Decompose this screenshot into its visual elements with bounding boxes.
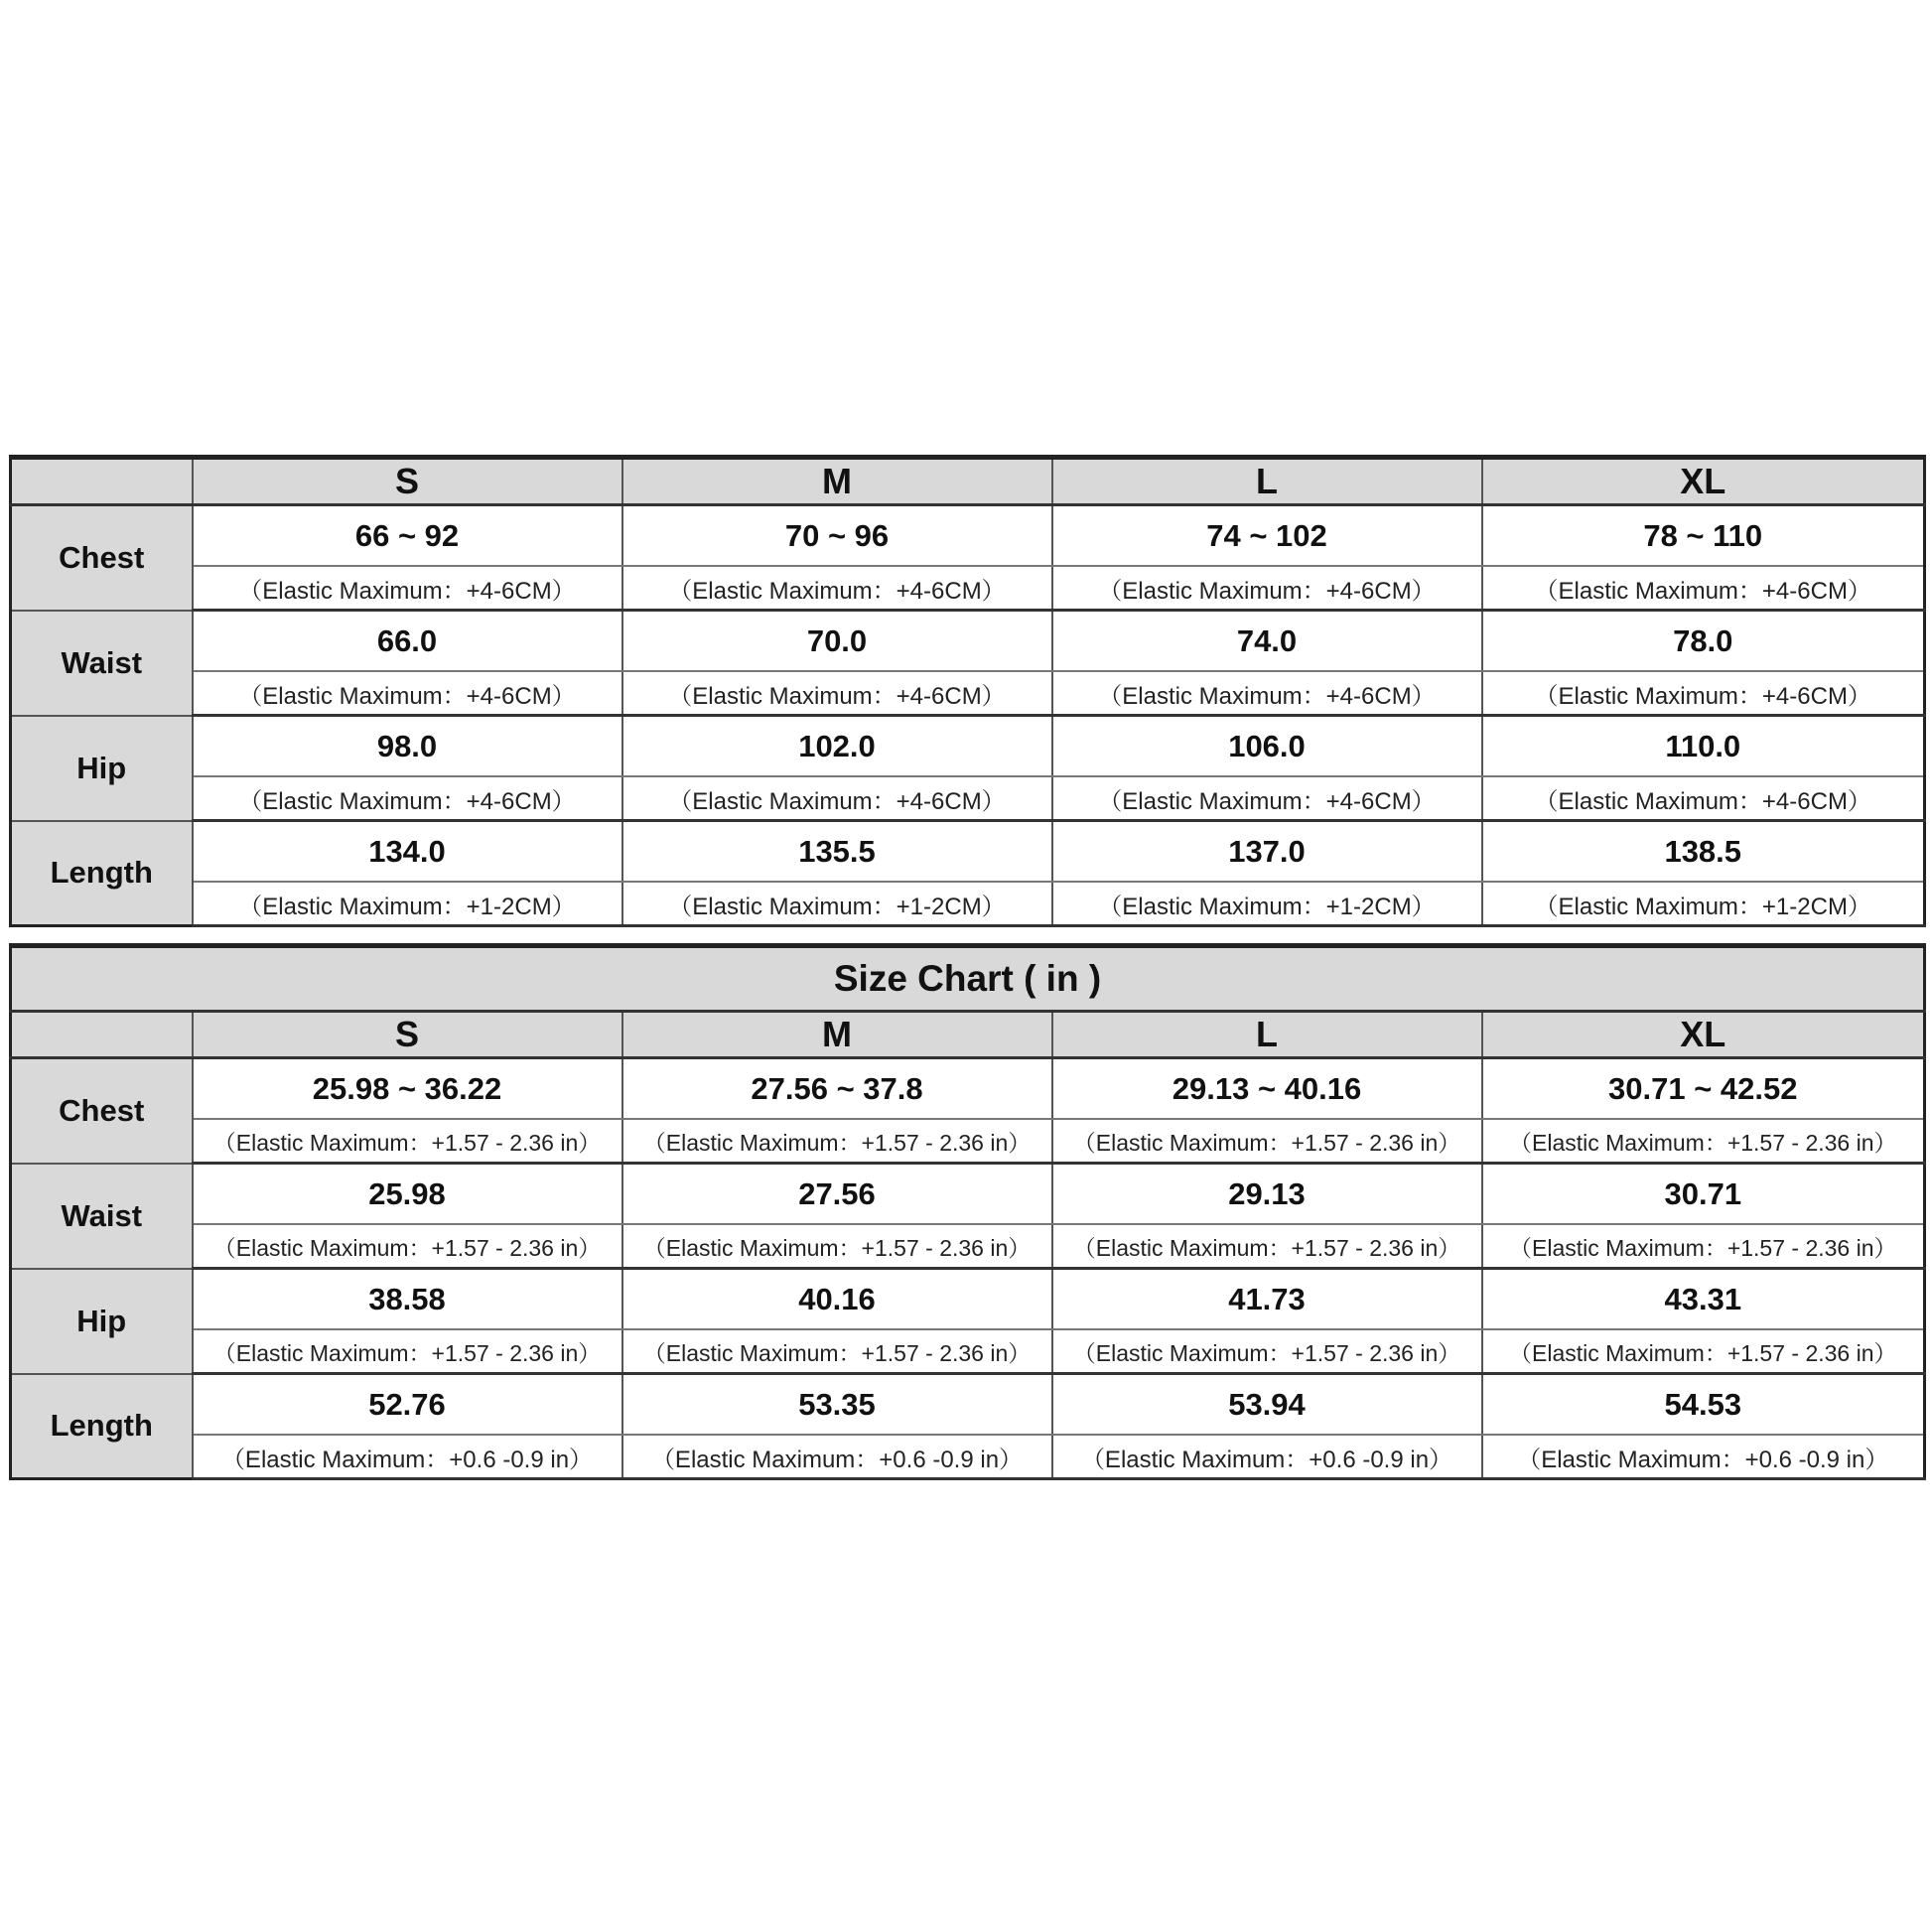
measure-value: 41.73 — [1052, 1269, 1482, 1330]
measure-value: 106.0 — [1052, 716, 1482, 777]
table-row-length-note — [11, 882, 1925, 926]
size-header-m: M — [622, 458, 1052, 505]
table-row-hip-value — [11, 716, 1925, 777]
size-header-l: L — [1052, 1012, 1482, 1058]
table-row-chest-note — [11, 1119, 1925, 1164]
row-label-length: Length — [11, 821, 193, 926]
table-row-length-value — [11, 821, 1925, 883]
chart-title: Size Chart ( in ) — [11, 946, 1925, 1012]
elastic-note: （Elastic Maximum：+4-6CM） — [1482, 776, 1925, 821]
measure-value: 66 ~ 92 — [193, 505, 622, 567]
elastic-note: （Elastic Maximum：+4-6CM） — [622, 671, 1052, 716]
elastic-note: （Elastic Maximum：+1.57 - 2.36 in） — [193, 1224, 622, 1269]
table-row-hip-note — [11, 1329, 1925, 1374]
table-row-chest-value — [11, 1058, 1925, 1120]
size-header-row — [11, 458, 1925, 505]
measure-value: 38.58 — [193, 1269, 622, 1330]
measure-value: 53.94 — [1052, 1374, 1482, 1436]
size-header-s: S — [193, 458, 622, 505]
elastic-note: （Elastic Maximum：+1.57 - 2.36 in） — [1052, 1224, 1482, 1269]
elastic-note: （Elastic Maximum：+4-6CM） — [1052, 671, 1482, 716]
elastic-note: （Elastic Maximum：+1-2CM） — [193, 882, 622, 926]
row-label-waist: Waist — [11, 1164, 193, 1269]
elastic-note: （Elastic Maximum：+4-6CM） — [1482, 566, 1925, 611]
measure-value: 66.0 — [193, 611, 622, 672]
size-chart-cm — [9, 455, 1926, 927]
size-header-xl: XL — [1482, 458, 1925, 505]
measure-value: 54.53 — [1482, 1374, 1925, 1436]
measure-value: 137.0 — [1052, 821, 1482, 883]
measure-value: 52.76 — [193, 1374, 622, 1436]
elastic-note: （Elastic Maximum：+0.6 -0.9 in） — [193, 1435, 622, 1479]
table-row-waist-value — [11, 1164, 1925, 1225]
measure-value: 134.0 — [193, 821, 622, 883]
measure-value: 43.31 — [1482, 1269, 1925, 1330]
size-header-l: L — [1052, 458, 1482, 505]
elastic-note: （Elastic Maximum：+4-6CM） — [193, 671, 622, 716]
elastic-note: （Elastic Maximum：+1-2CM） — [622, 882, 1052, 926]
elastic-note: （Elastic Maximum：+0.6 -0.9 in） — [622, 1435, 1052, 1479]
elastic-note: （Elastic Maximum：+1.57 - 2.36 in） — [193, 1329, 622, 1374]
size-header-m: M — [622, 1012, 1052, 1058]
table-row-length-value — [11, 1374, 1925, 1436]
elastic-note: （Elastic Maximum：+1.57 - 2.36 in） — [622, 1224, 1052, 1269]
measure-value: 25.98 ~ 36.22 — [193, 1058, 622, 1120]
elastic-note: （Elastic Maximum：+4-6CM） — [1052, 776, 1482, 821]
table-row-waist-note — [11, 671, 1925, 716]
elastic-note: （Elastic Maximum：+1-2CM） — [1052, 882, 1482, 926]
elastic-note: （Elastic Maximum：+4-6CM） — [1052, 566, 1482, 611]
elastic-note: （Elastic Maximum：+4-6CM） — [1482, 671, 1925, 716]
elastic-note: （Elastic Maximum：+1.57 - 2.36 in） — [1052, 1119, 1482, 1164]
elastic-note: （Elastic Maximum：+4-6CM） — [193, 776, 622, 821]
measure-value: 30.71 ~ 42.52 — [1482, 1058, 1925, 1120]
row-label-chest: Chest — [11, 505, 193, 611]
measure-value: 78 ~ 110 — [1482, 505, 1925, 567]
measure-value: 70.0 — [622, 611, 1052, 672]
elastic-note: （Elastic Maximum：+1.57 - 2.36 in） — [1482, 1329, 1925, 1374]
size-chart-cm-body — [11, 458, 1925, 926]
corner-cell — [11, 458, 193, 505]
size-chart-in-body — [11, 946, 1925, 1479]
elastic-note: （Elastic Maximum：+1.57 - 2.36 in） — [193, 1119, 622, 1164]
measure-value: 110.0 — [1482, 716, 1925, 777]
elastic-note: （Elastic Maximum：+1.57 - 2.36 in） — [622, 1119, 1052, 1164]
measure-value: 70 ~ 96 — [622, 505, 1052, 567]
size-header-row — [11, 1012, 1925, 1058]
measure-value: 102.0 — [622, 716, 1052, 777]
corner-cell — [11, 1012, 193, 1058]
size-header-s: S — [193, 1012, 622, 1058]
size-header-xl: XL — [1482, 1012, 1925, 1058]
elastic-note: （Elastic Maximum：+4-6CM） — [193, 566, 622, 611]
table-row-length-note — [11, 1435, 1925, 1479]
elastic-note: （Elastic Maximum：+0.6 -0.9 in） — [1482, 1435, 1925, 1479]
title-row — [11, 946, 1925, 1012]
elastic-note: （Elastic Maximum：+0.6 -0.9 in） — [1052, 1435, 1482, 1479]
measure-value: 27.56 — [622, 1164, 1052, 1225]
elastic-note: （Elastic Maximum：+4-6CM） — [622, 776, 1052, 821]
table-row-hip-note — [11, 776, 1925, 821]
row-label-hip: Hip — [11, 1269, 193, 1374]
elastic-note: （Elastic Maximum：+1.57 - 2.36 in） — [1482, 1224, 1925, 1269]
elastic-note: （Elastic Maximum：+1.57 - 2.36 in） — [622, 1329, 1052, 1374]
table-row-waist-note — [11, 1224, 1925, 1269]
measure-value: 30.71 — [1482, 1164, 1925, 1225]
table-row-waist-value — [11, 611, 1925, 672]
row-label-chest: Chest — [11, 1058, 193, 1164]
table-row-hip-value — [11, 1269, 1925, 1330]
measure-value: 78.0 — [1482, 611, 1925, 672]
table-row-chest-value — [11, 505, 1925, 567]
measure-value: 53.35 — [622, 1374, 1052, 1436]
elastic-note: （Elastic Maximum：+1-2CM） — [1482, 882, 1925, 926]
measure-value: 74 ~ 102 — [1052, 505, 1482, 567]
measure-value: 40.16 — [622, 1269, 1052, 1330]
measure-value: 98.0 — [193, 716, 622, 777]
measure-value: 29.13 — [1052, 1164, 1482, 1225]
row-label-length: Length — [11, 1374, 193, 1479]
measure-value: 25.98 — [193, 1164, 622, 1225]
row-label-hip: Hip — [11, 716, 193, 821]
size-chart-in — [9, 943, 1926, 1480]
measure-value: 27.56 ~ 37.8 — [622, 1058, 1052, 1120]
elastic-note: （Elastic Maximum：+1.57 - 2.36 in） — [1052, 1329, 1482, 1374]
measure-value: 74.0 — [1052, 611, 1482, 672]
table-row-chest-note — [11, 566, 1925, 611]
row-label-waist: Waist — [11, 611, 193, 716]
measure-value: 138.5 — [1482, 821, 1925, 883]
elastic-note: （Elastic Maximum：+4-6CM） — [622, 566, 1052, 611]
measure-value: 29.13 ~ 40.16 — [1052, 1058, 1482, 1120]
elastic-note: （Elastic Maximum：+1.57 - 2.36 in） — [1482, 1119, 1925, 1164]
measure-value: 135.5 — [622, 821, 1052, 883]
